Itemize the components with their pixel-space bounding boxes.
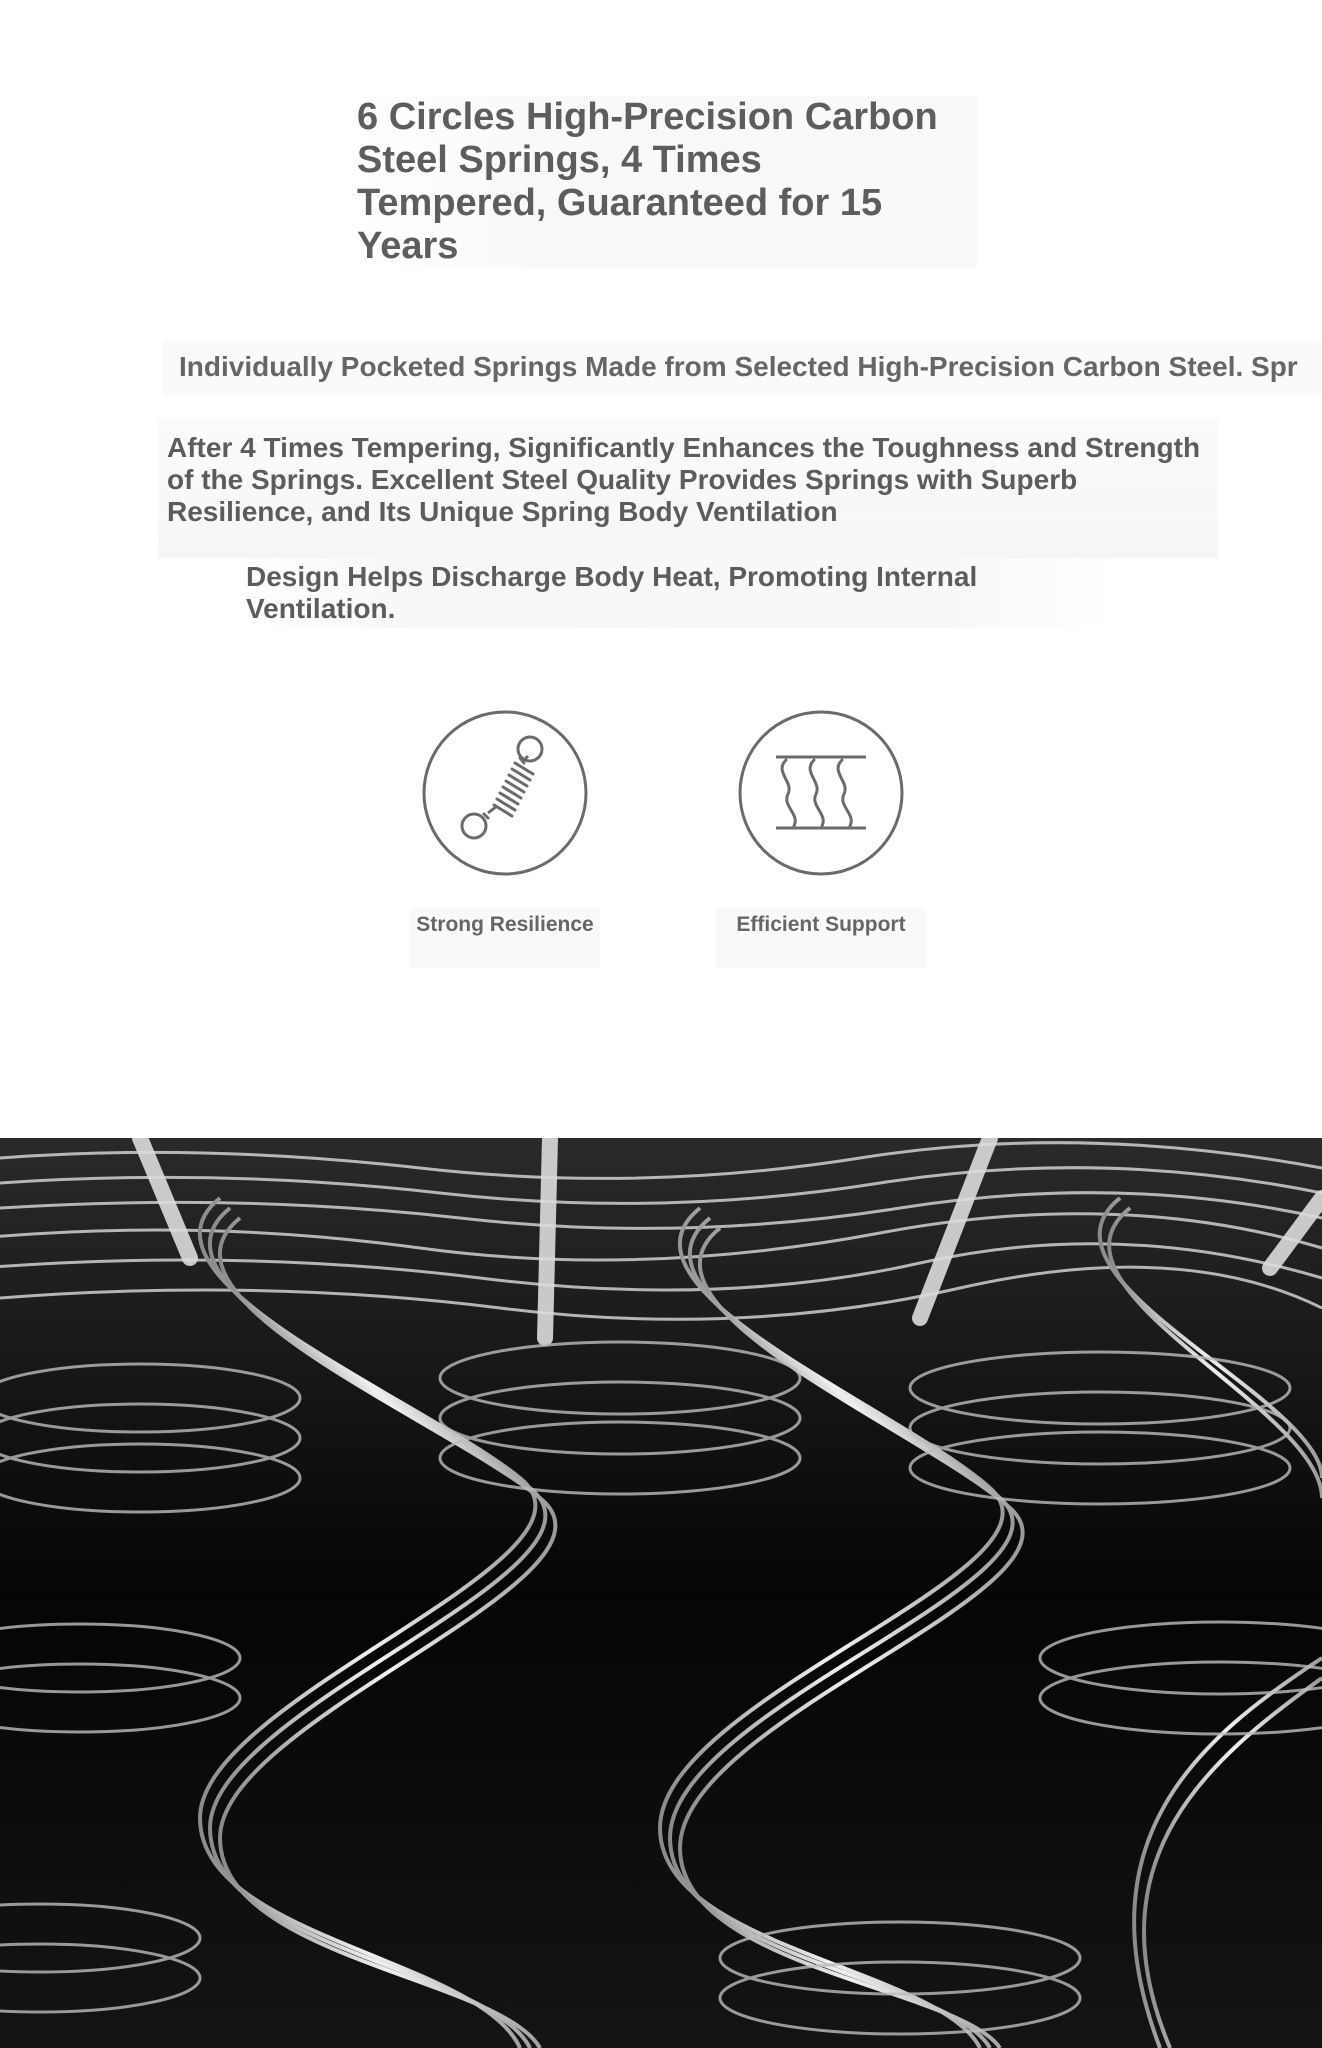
- feature-strong-resilience: [416, 710, 594, 936]
- wave-layers-icon: [738, 710, 904, 876]
- spring-coil-icon: [422, 710, 588, 876]
- feature-efficient-support: [736, 710, 906, 936]
- feature-label: Efficient Support: [716, 908, 926, 968]
- page-title: 6 Circles High-Precision Carbon Steel Springs, 4 Times Tempered, Guaranteed for 15 Years: [357, 96, 977, 268]
- spring-closeup-photo: [0, 1138, 1322, 2048]
- description-paragraph-2: After 4 Times Tempering, Significantly Enhances the Toughness and Strength of the Springs. Excellent Steel Quality Provides Springs with Superb Resilience, and Its Unique Spring Body Ventilation: [158, 418, 1218, 558]
- description-line-1-text: Individually Pocketed Springs Made from Selected High-Precision Carbon Steel. Spr: [179, 351, 1298, 382]
- spring-wires-illustration: [0, 1138, 1322, 2048]
- feature-label: Strong Resilience: [410, 908, 600, 968]
- description-paragraph-3: Design Helps Discharge Body Heat, Promoting Internal Ventilation.: [238, 558, 1118, 628]
- description-line-1: [162, 340, 1322, 396]
